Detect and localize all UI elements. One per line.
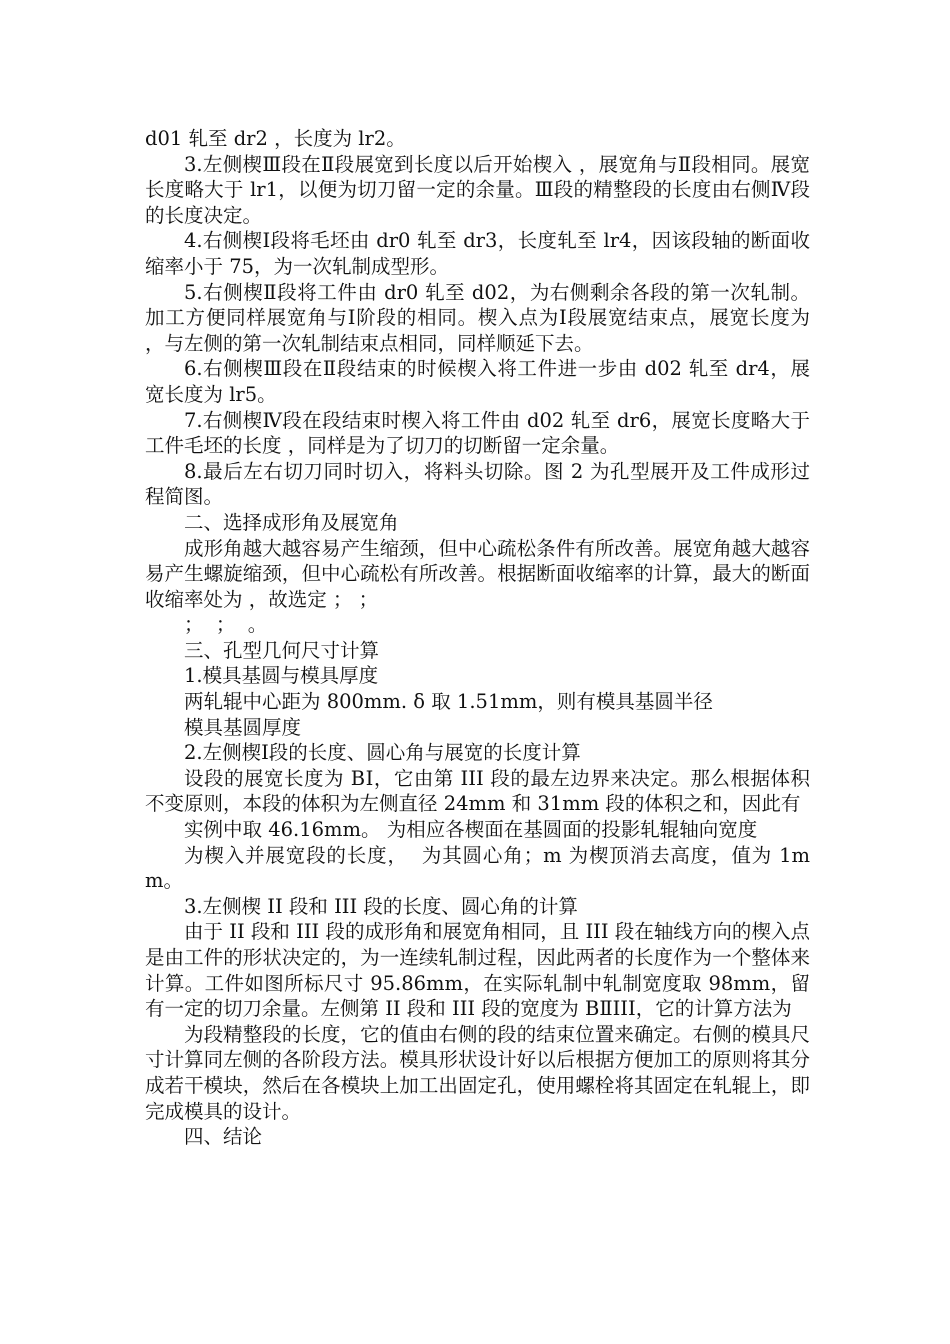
paragraph-stage-1-width: 设段的展宽长度为 BⅠ，它由第 III 段的最左边界来决定。那么根据体积不变原则，本段的体积为左侧直径 24mm 和 31mm 段的体积之和，因此有 [145,766,810,816]
paragraph-base-thickness: 模具基圆厚度 [184,715,302,739]
paragraph-example: 实例中取 46.16mm。 为相应各楔面在基圆面的投影轧辊轴向宽度 [184,818,758,842]
paragraph-stage-2-3: 由于 II 段和 III 段的成形角和展宽角相同，且 III 段在轴线方向的楔入点是由工件的形状决定的，为一连续轧制过程，因此两者的长度作为一个整体来计算。工件如图所标尺寸 95.86mm，在实际轧制中轧制宽度取 98mm，留有一定的切刀余量。左侧第 II 段和 III 段的宽度为 BⅡIII，它的计算方法为 [145,920,810,1021]
paragraph-step-4: 4.右侧楔Ⅰ段将毛坯由 dr0 轧至 dr3，长度轧至 lr4，因该段轴的断面收缩率小于 75，为一次轧制成型形。 [145,229,810,278]
paragraph-angles: 成形角越大越容易产生缩颈，但中心疏松条件有所改善。展宽角越大越容易产生螺旋缩颈，但中心疏松有所改善。根据断面收缩率的计算，最大的断面收缩率处为 ，故选定 ； ； [145,536,810,611]
section-heading-3: 三、孔型几何尺寸计算 [184,638,380,662]
paragraph-continuation: d01 轧至 dr2 ，长度为 lr2。 [145,127,406,150]
paragraph-roll-distance: 两轧辊中心距为 800mm. δ 取 1.51mm，则有模具基圆半径 [184,690,713,714]
paragraph-wedge-length: 为楔入并展宽段的长度， 为其圆心角；m 为楔顶消去高度，值为 1mm。 [145,843,810,893]
subheading-3: 3.左侧楔 II 段和 III 段的长度、圆心角的计算 [184,894,578,918]
paragraph-step-8: 8.最后左右切刀同时切入，将料头切除。图 2 为孔型展开及工件成形过程简图。 [145,459,810,509]
section-heading-4: 四、结论 [184,1125,263,1149]
paragraph-step-5: 5.右侧楔Ⅱ段将工件由 dr0 轧至 d02，为右侧剩余各段的第一次轧制。加工方便同样展宽角与Ⅰ阶段的相同。楔入点为Ⅰ段展宽结束点，展宽长度为 ，与左侧的第一次轧制结束点相同，同样顺延下去。 [145,280,817,355]
paragraph-step-7: 7.右侧楔Ⅳ段在段结束时楔入将工件由 d02 轧至 dr6，展宽长度略大于工件毛坯的长度 ，同样是为了切刀的切断留一定余量。 [145,408,810,458]
paragraph-step-3: 3.左侧楔Ⅲ段在Ⅱ段展宽到长度以后开始楔入 ，展宽角与Ⅱ段相同。展宽长度略大于 lr1，以便为切刀留一定的余量。Ⅲ段的精整段的长度由右侧Ⅳ段的长度决定。 [145,152,810,227]
paragraph-step-6: 6.右侧楔Ⅲ段在Ⅱ段结束的时候楔入将工件进一步由 d02 轧至 dr4，展宽长度为 lr5。 [145,357,810,406]
paragraph-finishing: 为段精整段的长度，它的值由右侧的段的结束位置来确定。右侧的模具尺寸计算同左侧的各阶段方法。模具形状设计好以后根据方便加工的原则将其分成若干模块，然后在各模块上加工出固定孔，使用螺栓将其固定在轧辊上，即完成模具的设计。 [145,1022,810,1123]
paragraph-angles-values: ； ； 。 [184,613,268,637]
subheading-1: 1.模具基圆与模具厚度 [184,664,379,688]
subheading-2: 2.左侧楔Ⅰ段的长度、圆心角与展宽的长度计算 [184,741,581,765]
document-body [145,126,817,1150]
section-heading-2: 二、选择成形角及展宽角 [184,510,399,534]
